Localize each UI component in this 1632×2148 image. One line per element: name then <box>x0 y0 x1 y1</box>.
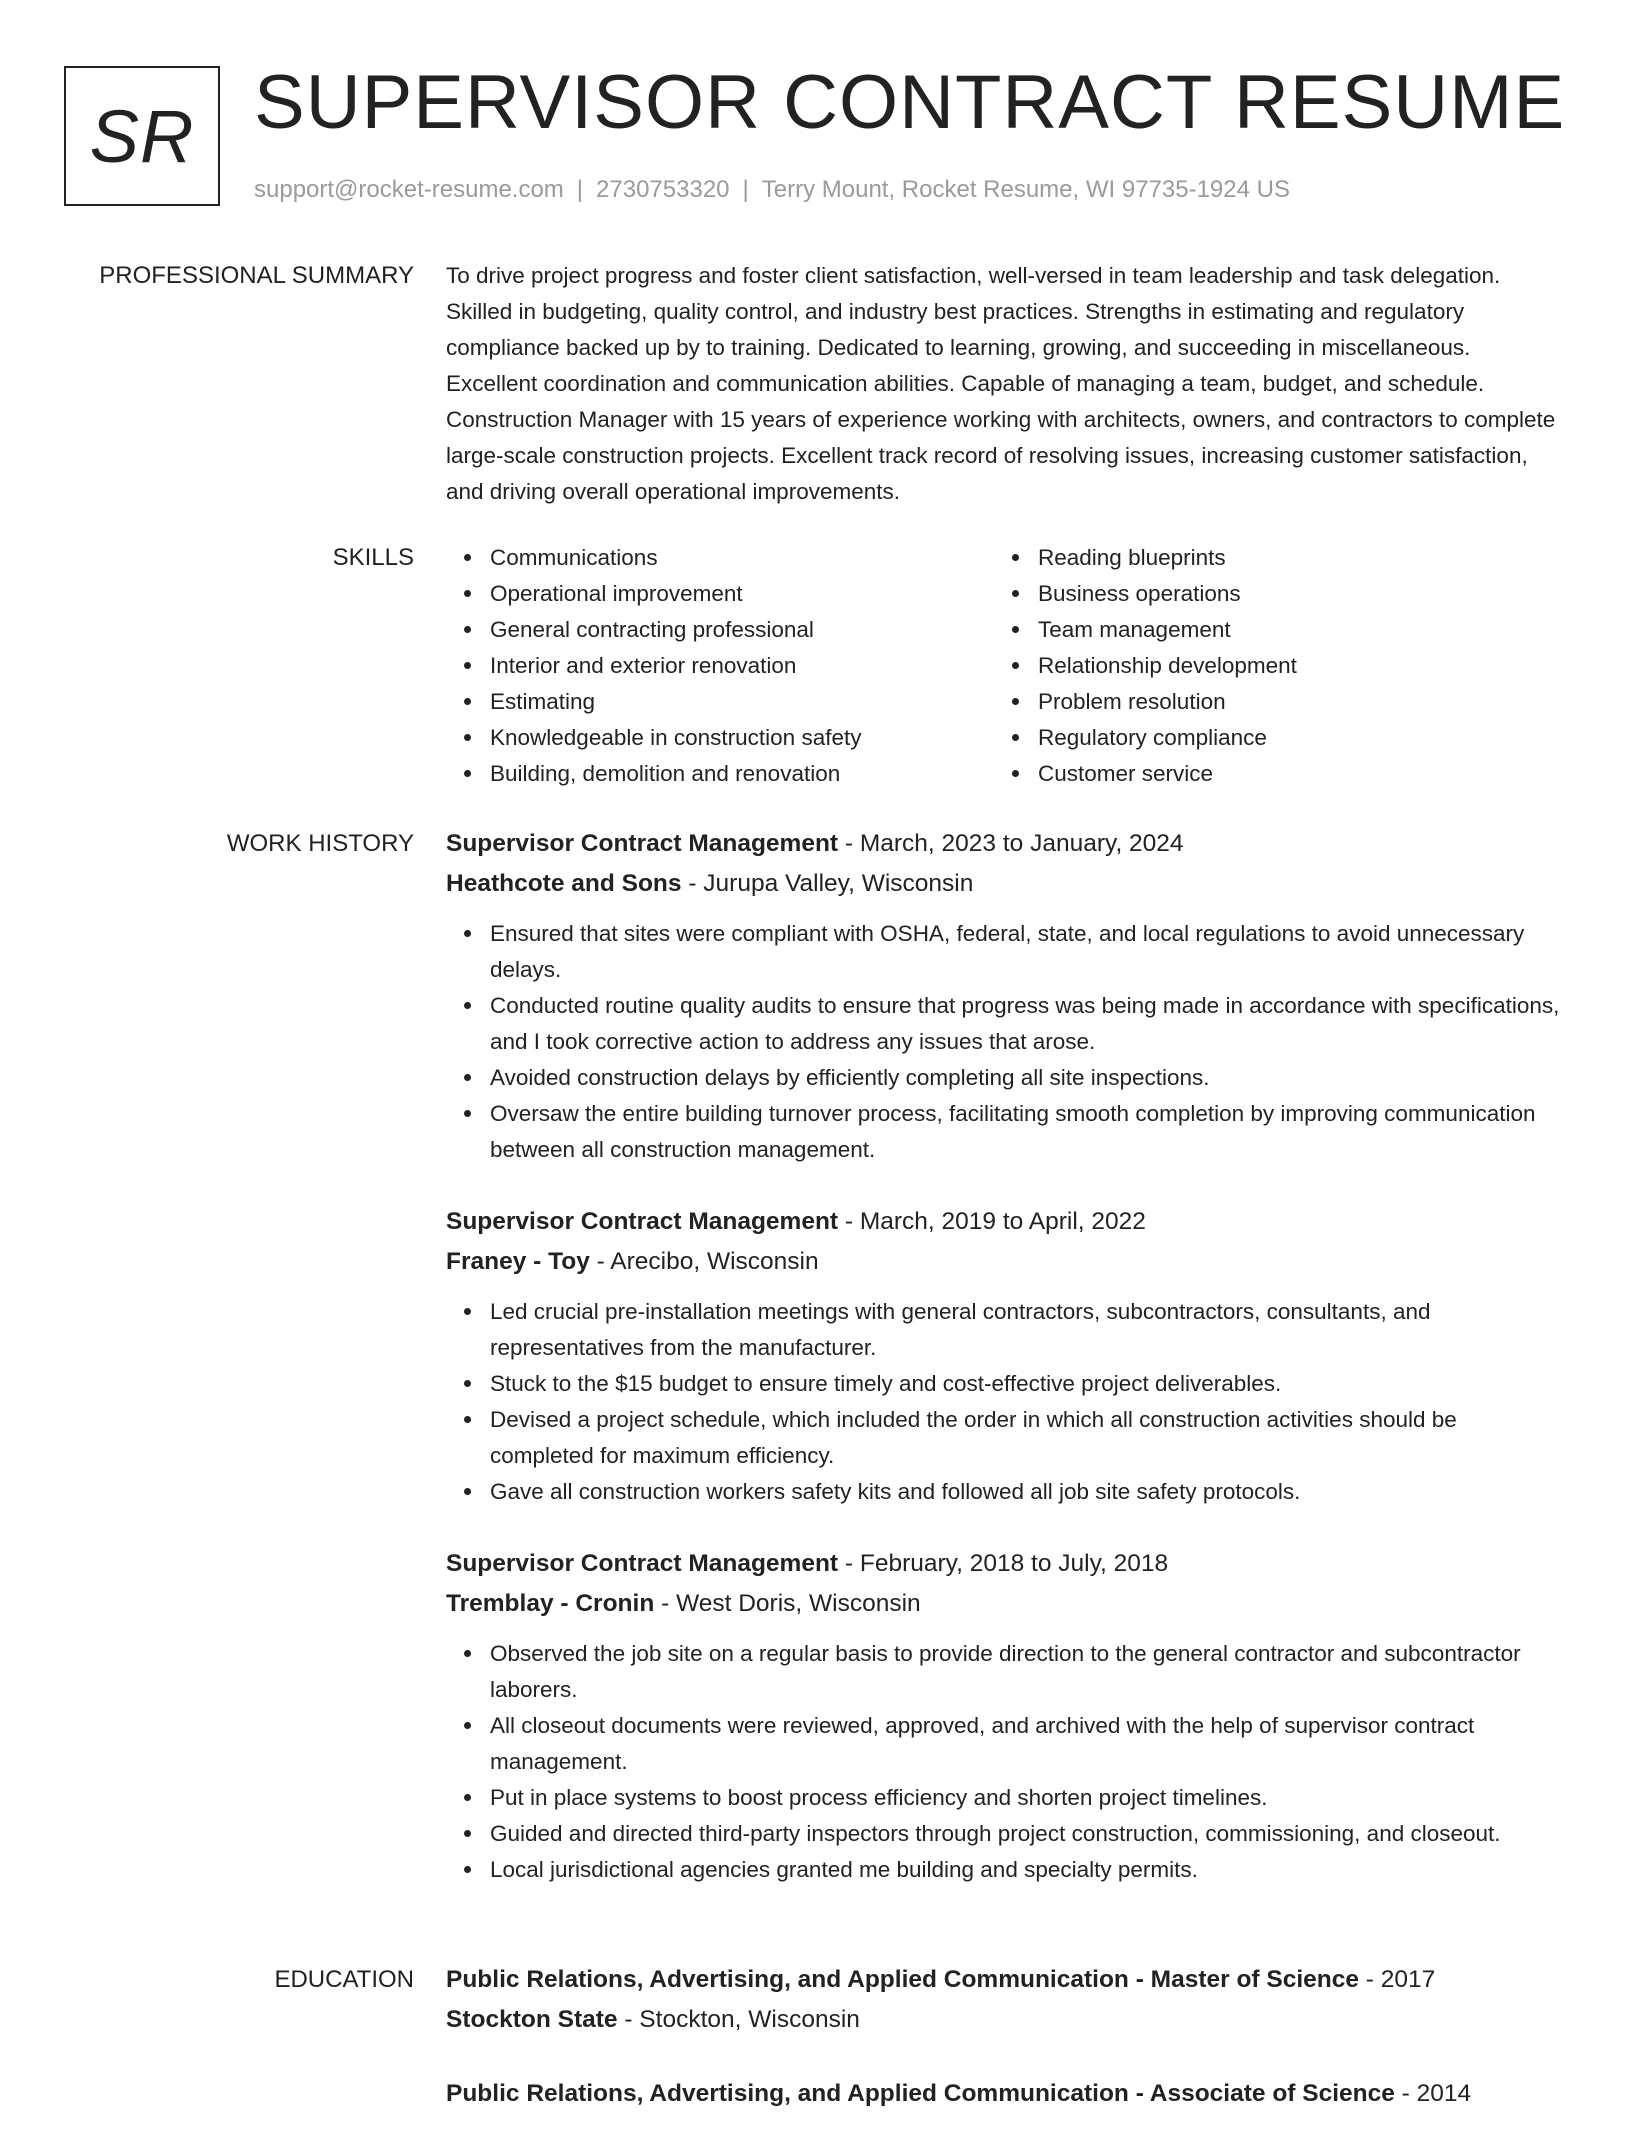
education-degree-line <box>446 1960 1561 2000</box>
job-company-line <box>446 864 1561 904</box>
contact-address: Terry Mount, Rocket Resume, WI 97735-1924 US <box>761 176 1290 203</box>
section-label-summary: PROFESSIONAL SUMMARY <box>99 262 414 289</box>
work-history-body <box>446 824 1561 1922</box>
job-dates: - March, 2023 to January, 2024 <box>838 830 1184 857</box>
job-company-line <box>446 1242 1561 1282</box>
job-company-line <box>446 1584 1561 1624</box>
skill-item: Interior and exterior renovation <box>446 648 994 684</box>
job-title-line <box>446 1202 1561 1242</box>
job-bullet: Avoided construction delays by efficiently completing all site inspections. <box>446 1060 1561 1096</box>
education-year: - 2014 <box>1394 2080 1472 2107</box>
job-title: Supervisor Contract Management <box>446 1208 839 1235</box>
education-degree: Public Relations, Advertising, and Applied Communication - Master of Science <box>446 1966 1359 1993</box>
contact-phone[interactable]: 2730753320 <box>596 176 730 203</box>
education-entry <box>446 1960 1561 2040</box>
job-bullet: Devised a project schedule, which included the order in which all construction activities should be completed for maximum efficiency. <box>446 1402 1561 1474</box>
skill-item: Customer service <box>994 756 1542 792</box>
resume-title: SUPERVISOR CONTRACT RESUME <box>254 60 1566 145</box>
job-bullets <box>446 1636 1561 1888</box>
skill-item: Regulatory compliance <box>994 720 1542 756</box>
skill-item: Knowledgeable in construction safety <box>446 720 994 756</box>
skills-body <box>446 540 1561 792</box>
job-entry <box>446 824 1561 1168</box>
education-body <box>446 1960 1561 2148</box>
job-bullet: Guided and directed third-party inspectors through project construction, commissioning, and closeout. <box>446 1816 1561 1852</box>
section-label-skills: SKILLS <box>332 544 414 571</box>
skill-item: Reading blueprints <box>994 540 1542 576</box>
job-bullet: Put in place systems to boost process efficiency and shorten project timelines. <box>446 1780 1561 1816</box>
job-title: Supervisor Contract Management <box>446 830 839 857</box>
contact-email[interactable]: support@rocket-resume.com <box>254 176 564 203</box>
contact-separator: | <box>576 176 584 203</box>
skill-item: Relationship development <box>994 648 1542 684</box>
job-company: Tremblay - Cronin <box>446 1590 655 1617</box>
skill-item: Estimating <box>446 684 994 720</box>
job-bullet: Stuck to the $15 budget to ensure timely and cost-effective project deliverables. <box>446 1366 1561 1402</box>
contact-separator: | <box>742 176 749 203</box>
education-degree: Public Relations, Advertising, and Applied Communication - Associate of Science <box>446 2080 1395 2107</box>
skills-list-left <box>446 540 994 792</box>
section-label-work: WORK HISTORY <box>226 830 414 857</box>
job-title-line <box>446 1544 1561 1584</box>
section-label-education: EDUCATION <box>274 1966 414 1993</box>
job-bullets <box>446 1294 1561 1510</box>
job-bullet: Local jurisdictional agencies granted me building and specialty permits. <box>446 1852 1561 1888</box>
education-year: - 2017 <box>1359 1966 1436 1993</box>
summary-body <box>446 258 1561 510</box>
contact-line <box>254 174 1290 206</box>
skill-item: General contracting professional <box>446 612 994 648</box>
job-dates: - February, 2018 to July, 2018 <box>838 1550 1169 1577</box>
job-bullet: All closeout documents were reviewed, approved, and archived with the help of supervisor contract management. <box>446 1708 1561 1780</box>
job-bullet: Led crucial pre-installation meetings with general contractors, subcontractors, consultants, and representatives from the manufacturer. <box>446 1294 1561 1366</box>
job-location: - West Doris, Wisconsin <box>654 1590 921 1617</box>
job-company: Franey - Toy <box>446 1248 590 1275</box>
job-title: Supervisor Contract Management <box>446 1550 839 1577</box>
job-location: - Jurupa Valley, Wisconsin <box>681 870 974 897</box>
summary-text: To drive project progress and foster client satisfaction, well-versed in team leadership and task delegation. Skilled in budgeting, quality control, and industry best practices. Strengths in estimating and regulatory compliance backed up by to training. Dedicated to learning, growing, and succeeding in miscellaneous. Excellent coordination and communication abilities. Capable of managing a team, budget, and schedule. Construction Manager with 15 years of experience working with architects, owners, and contractors to complete large-scale construction projects. Excellent track record of resolving issues, increasing customer satisfaction, and driving overall operational improvements. <box>446 263 1556 504</box>
skill-item: Problem resolution <box>994 684 1542 720</box>
monogram-logo: SR <box>64 66 220 206</box>
job-bullet: Gave all construction workers safety kits and followed all job site safety protocols. <box>446 1474 1561 1510</box>
skill-item: Communications <box>446 540 994 576</box>
education-location: - Stockton, Wisconsin <box>617 2006 860 2033</box>
education-entry <box>446 2074 1561 2114</box>
job-entry <box>446 1202 1561 1510</box>
skills-list-right <box>994 540 1542 792</box>
education-school: Stockton State <box>446 2006 618 2033</box>
job-bullet: Oversaw the entire building turnover process, facilitating smooth completion by improving communication between all construction management. <box>446 1096 1561 1168</box>
job-dates: - March, 2019 to April, 2022 <box>838 1208 1146 1235</box>
job-bullet: Conducted routine quality audits to ensure that progress was being made in accordance with specifications, and I took corrective action to address any issues that arose. <box>446 988 1561 1060</box>
skill-item: Building, demolition and renovation <box>446 756 994 792</box>
job-entry <box>446 1544 1561 1888</box>
skill-item: Operational improvement <box>446 576 994 612</box>
job-title-line <box>446 824 1561 864</box>
job-bullet: Observed the job site on a regular basis to provide direction to the general contractor and subcontractor laborers. <box>446 1636 1561 1708</box>
job-bullet: Ensured that sites were compliant with OSHA, federal, state, and local regulations to avoid unnecessary delays. <box>446 916 1561 988</box>
skill-item: Team management <box>994 612 1542 648</box>
skill-item: Business operations <box>994 576 1542 612</box>
education-school-line <box>446 2000 1561 2040</box>
education-degree-line <box>446 2074 1561 2114</box>
job-location: - Arecibo, Wisconsin <box>589 1248 819 1275</box>
job-company: Heathcote and Sons <box>446 870 682 897</box>
job-bullets <box>446 916 1561 1168</box>
